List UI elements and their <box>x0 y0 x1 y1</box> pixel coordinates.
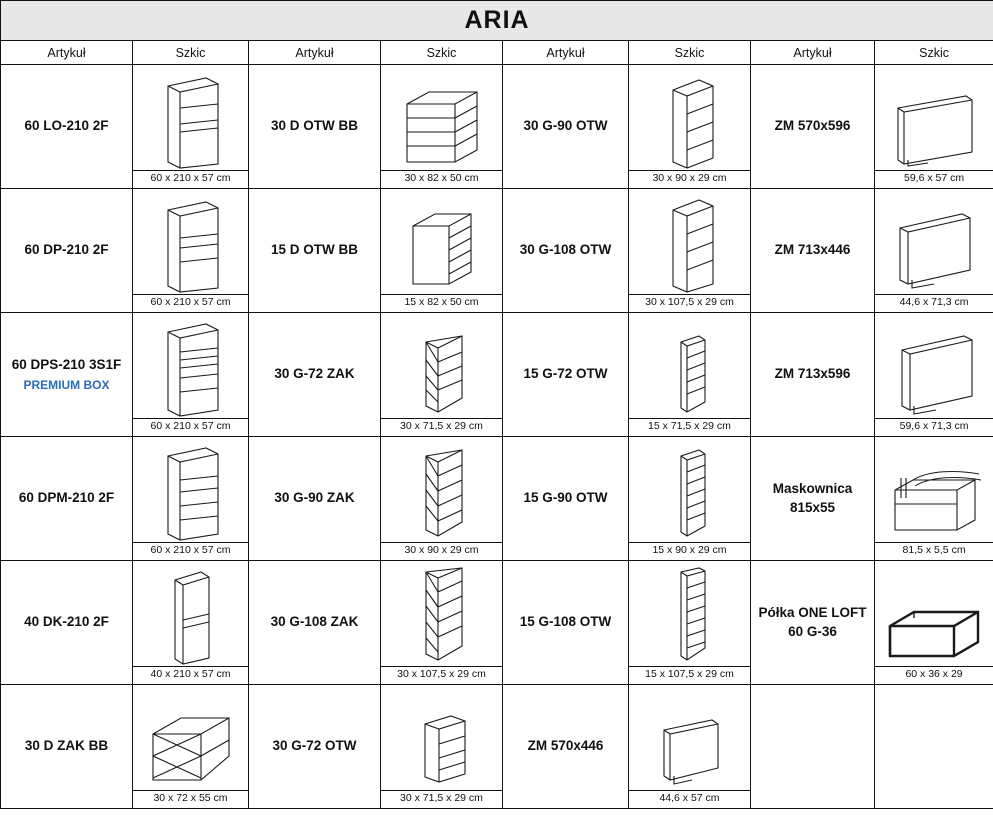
product-sketch <box>875 313 993 437</box>
product-sketch <box>381 561 503 685</box>
product-name <box>503 437 629 561</box>
product-label: 15 G-108 OTW <box>519 614 612 630</box>
product-label: 60 DPS-210 3S1F <box>11 356 122 372</box>
table-row <box>1 313 993 437</box>
product-dimensions: 81,5 x 5,5 cm <box>875 542 993 560</box>
product-sublabel: PREMIUM BOX <box>23 378 110 393</box>
product-label: 60 LO-210 2F <box>24 118 109 134</box>
product-label: 15 G-72 OTW <box>523 366 608 382</box>
header-artykul-3: Artykuł <box>503 41 629 65</box>
product-sketch <box>133 685 249 809</box>
product-label: 30 G-72 OTW <box>272 738 357 754</box>
base-narrow-open-side-icon <box>381 207 502 294</box>
product-dimensions: 44,6 x 57 cm <box>629 790 750 808</box>
product-name <box>249 685 381 809</box>
cabinet-tall-micro-icon <box>133 443 248 542</box>
page-title: ARIA <box>1 1 993 41</box>
title-row <box>1 1 993 41</box>
product-name <box>503 561 629 685</box>
product-sketch <box>133 65 249 189</box>
product-name <box>249 313 381 437</box>
wall-corner-angled-xl-icon <box>381 563 502 666</box>
wall-narrow-open-xl-icon <box>629 563 750 666</box>
product-sketch <box>875 189 993 313</box>
product-sketch <box>381 437 503 561</box>
product-name <box>503 685 629 809</box>
front-panel-icon <box>875 87 993 170</box>
product-sketch <box>629 437 751 561</box>
product-sketch <box>629 685 751 809</box>
wall-open-short-icon <box>381 709 502 790</box>
empty-cell-szkic <box>875 685 993 809</box>
header-row <box>1 41 993 65</box>
product-label: 30 G-108 ZAK <box>270 614 359 630</box>
product-label: 60 DPM-210 2F <box>18 490 115 506</box>
product-dimensions: 59,6 x 71,3 cm <box>875 418 993 436</box>
product-dimensions: 59,6 x 57 cm <box>875 170 993 188</box>
base-open-shelf-side-icon <box>381 83 502 170</box>
table-row <box>1 189 993 313</box>
header-artykul-4: Artykuł <box>751 41 875 65</box>
product-dimensions: 30 x 82 x 50 cm <box>381 170 502 188</box>
product-label: ZM 570x596 <box>774 118 851 134</box>
product-dimensions: 30 x 71,5 x 29 cm <box>381 418 502 436</box>
product-dimensions: 15 x 107,5 x 29 cm <box>629 666 750 684</box>
product-name <box>249 65 381 189</box>
header-szkic-4: Szkic <box>875 41 993 65</box>
product-name <box>1 685 133 809</box>
product-name <box>751 313 875 437</box>
product-dimensions: 30 x 90 x 29 cm <box>629 170 750 188</box>
product-dimensions: 60 x 210 x 57 cm <box>133 418 248 436</box>
product-label: 60 DP-210 2F <box>24 242 109 258</box>
product-label: 30 G-72 ZAK <box>274 366 355 382</box>
product-dimensions: 15 x 82 x 50 cm <box>381 294 502 312</box>
product-dimensions: 60 x 210 x 57 cm <box>133 170 248 188</box>
product-sketch <box>875 437 993 561</box>
product-name <box>1 561 133 685</box>
wall-corner-angled-icon <box>381 329 502 418</box>
product-name <box>1 437 133 561</box>
header-artykul-2: Artykuł <box>249 41 381 65</box>
product-name <box>1 189 133 313</box>
wall-open-shelf-icon <box>629 75 750 170</box>
product-dimensions: 40 x 210 x 57 cm <box>133 666 248 684</box>
product-name <box>751 65 875 189</box>
product-name <box>751 437 875 561</box>
table-row <box>1 437 993 561</box>
product-label: 30 D OTW BB <box>270 118 358 134</box>
front-panel-tall-icon <box>875 327 993 418</box>
product-dimensions: 15 x 90 x 29 cm <box>629 542 750 560</box>
product-dimensions: 30 x 107,5 x 29 cm <box>381 666 502 684</box>
table-row <box>1 561 993 685</box>
table-row <box>1 65 993 189</box>
product-sketch <box>133 189 249 313</box>
product-label: 15 G-90 OTW <box>523 490 608 506</box>
front-panel-wide-icon <box>875 205 993 294</box>
loft-shelf-frame-icon <box>875 599 993 666</box>
product-sketch <box>133 561 249 685</box>
product-sketch <box>629 65 751 189</box>
product-name <box>503 313 629 437</box>
base-corner-open-icon <box>133 709 248 790</box>
product-name <box>249 437 381 561</box>
product-name <box>249 189 381 313</box>
product-label: ZM 713x446 <box>774 242 851 258</box>
product-name <box>751 189 875 313</box>
product-dimensions: 44,6 x 71,3 cm <box>875 294 993 312</box>
product-name <box>249 561 381 685</box>
cabinet-tall-oven-icon <box>133 71 248 170</box>
product-label: Maskownica 815x55 <box>772 481 853 515</box>
product-label: 30 D ZAK BB <box>24 738 109 754</box>
product-label: ZM 570x446 <box>527 738 604 754</box>
front-panel-small-icon <box>629 711 750 790</box>
product-sketch <box>381 65 503 189</box>
product-label: 15 D OTW BB <box>270 242 358 258</box>
header-szkic-1: Szkic <box>133 41 249 65</box>
product-sketch <box>629 561 751 685</box>
product-dimensions: 30 x 107,5 x 29 cm <box>629 294 750 312</box>
table-row <box>1 685 993 809</box>
product-sketch <box>381 313 503 437</box>
product-label: 30 G-90 OTW <box>523 118 608 134</box>
product-name <box>1 313 133 437</box>
empty-cell-artykul <box>751 685 875 809</box>
product-sketch <box>381 189 503 313</box>
header-artykul-1: Artykuł <box>1 41 133 65</box>
product-name <box>751 561 875 685</box>
product-name <box>503 189 629 313</box>
wall-corner-angled-tall-icon <box>381 445 502 542</box>
product-dimensions: 30 x 71,5 x 29 cm <box>381 790 502 808</box>
product-dimensions: 30 x 90 x 29 cm <box>381 542 502 560</box>
product-label: 30 G-90 ZAK <box>274 490 355 506</box>
cabinet-tall-slim-icon <box>133 567 248 666</box>
product-dimensions: 60 x 210 x 57 cm <box>133 294 248 312</box>
product-sketch <box>381 685 503 809</box>
product-label: 40 DK-210 2F <box>24 614 109 630</box>
product-name <box>503 65 629 189</box>
product-dimensions: 60 x 36 x 29 <box>875 666 993 684</box>
cabinet-tall-drawers-icon <box>133 319 248 418</box>
product-label: Półka ONE LOFT 60 G-36 <box>758 605 867 639</box>
product-sketch <box>875 561 993 685</box>
product-sketch <box>629 189 751 313</box>
wall-open-tall-icon <box>629 195 750 294</box>
product-name <box>1 65 133 189</box>
header-szkic-3: Szkic <box>629 41 751 65</box>
product-dimensions: 30 x 72 x 55 cm <box>133 790 248 808</box>
product-sketch <box>133 437 249 561</box>
product-sketch <box>629 313 751 437</box>
header-szkic-2: Szkic <box>381 41 503 65</box>
product-label: ZM 713x596 <box>774 366 851 382</box>
wall-narrow-open-tall-icon <box>629 445 750 542</box>
product-sketch <box>875 65 993 189</box>
wall-narrow-open-icon <box>629 329 750 418</box>
product-dimensions: 60 x 210 x 57 cm <box>133 542 248 560</box>
product-dimensions: 15 x 71,5 x 29 cm <box>629 418 750 436</box>
cabinet-tall-2door-icon <box>133 195 248 294</box>
product-sketch <box>133 313 249 437</box>
plinth-cover-icon <box>875 465 993 542</box>
product-label: 30 G-108 OTW <box>519 242 612 258</box>
